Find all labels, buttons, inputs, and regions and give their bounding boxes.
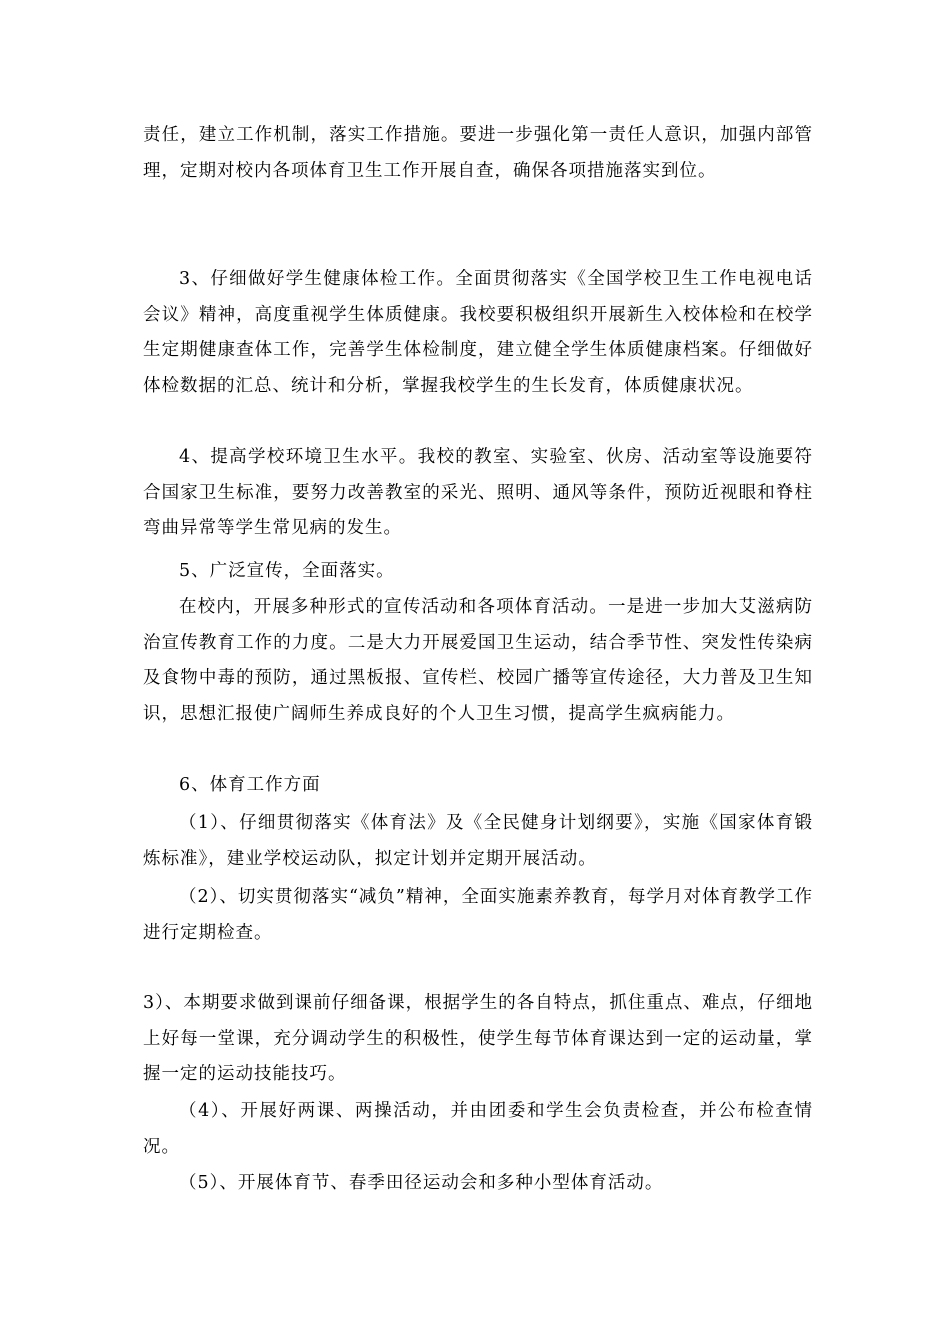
paragraph-sports-item-5: （5）、开展体育节、春季田径运动会和多种小型体育活动。 [179, 1173, 664, 1193]
paragraph-publicity-heading: 5、广泛宣传，全面落实。 [179, 561, 395, 581]
paragraph-responsibility: 责任，建立工作机制，落实工作措施。要进一步强化第一责任人意识，加强内部管理，定期对校内各项体育卫生工作开展自查，确保各项措施落实到位。 [143, 125, 813, 181]
paragraph-sports-item-2: （2）、切实贯彻落实“减负”精神，全面实施素养教育，每学月对体育教学工作进行定期检查。 [143, 887, 813, 943]
paragraph-environment: 4、提高学校环境卫生水平。我校的教室、实验室、伙房、活动室等设施要符合国家卫生标准，要努力改善教室的采光、照明、通风等条件，预防近视眼和脊柱弯曲异常等学生常见病的发生。 [143, 447, 813, 538]
paragraph-sports-item-3: 3）、本期要求做到课前仔细备课，根据学生的各自特点，抓住重点、难点，仔细地上好每一堂课，充分调动学生的积极性，使学生每节体育课达到一定的运动量，掌握一定的运动技能技巧。 [143, 993, 813, 1084]
paragraph-sports-item-1: （1）、仔细贯彻落实《体育法》及《全民健身计划纲要》，实施《国家体育锻炼标准》，建业学校运动队，拟定计划并定期开展活动。 [143, 813, 813, 869]
paragraph-sports-heading: 6、体育工作方面 [179, 775, 321, 795]
paragraph-health-check: 3、仔细做好学生健康体检工作。全面贯彻落实《全国学校卫生工作电视电话会议》精神，高度重视学生体质健康。我校要积极组织开展新生入校体检和在校学生定期健康查体工作，完善学生体检制度，建立健全学生体质健康档案。仔细做好体检数据的汇总、统计和分析，掌握我校学生的生长发育，体质健康状况。 [143, 269, 813, 396]
paragraph-publicity: 在校内，开展多种形式的宣传活动和各项体育活动。一是进一步加大艾滋病防治宣传教育工作的力度。二是大力开展爱国卫生运动，结合季节性、突发性传染病及食物中毒的预防，通过黑板报、宣传栏、校园广播等宣传途径，大力普及卫生知识，思想汇报使广阔师生养成良好的个人卫生习惯，提高学生疯病能力。 [143, 597, 813, 724]
paragraph-sports-item-4: （4）、开展好两课、两操活动，并由团委和学生会负责检查，并公布检查情况。 [143, 1101, 813, 1157]
